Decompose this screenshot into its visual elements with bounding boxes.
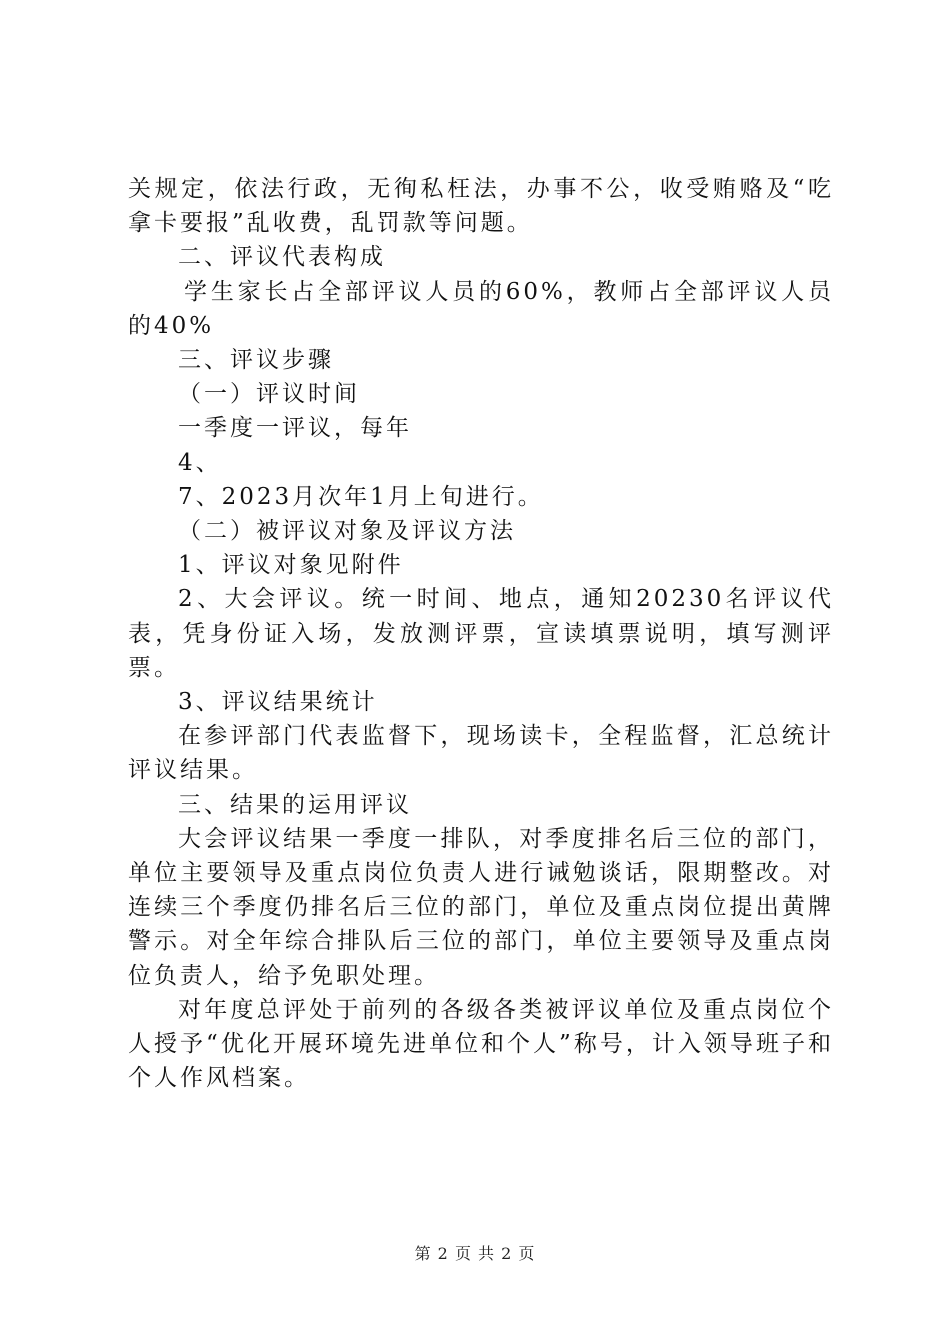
section-heading-steps: 三、评议步骤 <box>178 347 334 374</box>
paragraph-continuation: 关规定，依法行政，无徇私枉法，办事不公，收受贿赂及“吃拿卡要报”乱收费，乱罚款等问题。 <box>128 176 834 237</box>
paragraph-month-4: 4、 <box>178 449 222 476</box>
paragraph-month-7: 7、2023月次年1月上旬进行。 <box>178 483 544 510</box>
page-footer: 第 2 页 共 2 页 <box>414 1244 536 1263</box>
paragraph-stats-heading: 3、评议结果统计 <box>178 689 378 716</box>
document-body <box>128 172 834 1095</box>
paragraph-results: 大会评议结果一季度一排队，对季度排名后三位的部门，单位主要领导及重点岗位负责人进行诫勉谈话，限期整改。对连续三个季度仍排名后三位的部门，单位及重点岗位提出黄牌警示。对全年综合排队后三位的部门，单位主要领导及重点岗位负责人，给予免职处理。 <box>128 825 834 989</box>
paragraph-assembly: 2、大会评议。统一时间、地点，通知20230名评议代表，凭身份证入场，发放测评票，宣读填票说明，填写测评票。 <box>128 586 834 681</box>
section-heading-representatives: 二、评议代表构成 <box>178 244 386 271</box>
paragraph-targets: 1、评议对象见附件 <box>178 552 404 579</box>
paragraph-stats: 在参评部门代表监督下，现场读卡，全程监督，汇总统计评议结果。 <box>128 723 834 784</box>
paragraph-awards: 对年度总评处于前列的各级各类被评议单位及重点岗位个人授予“优化开展环境先进单位和个人”称号，计入领导班子和个人作风档案。 <box>128 996 834 1092</box>
subheading-time: （一）评议时间 <box>178 381 360 408</box>
paragraph-representatives: 学生家长占全部评议人员的60%，教师占全部评议人员的40% <box>128 278 834 339</box>
subheading-targets-methods: （二）被评议对象及评议方法 <box>178 518 516 545</box>
section-heading-results: 三、结果的运用评议 <box>178 791 412 818</box>
paragraph-schedule: 一季度一评议，每年 <box>178 415 412 442</box>
